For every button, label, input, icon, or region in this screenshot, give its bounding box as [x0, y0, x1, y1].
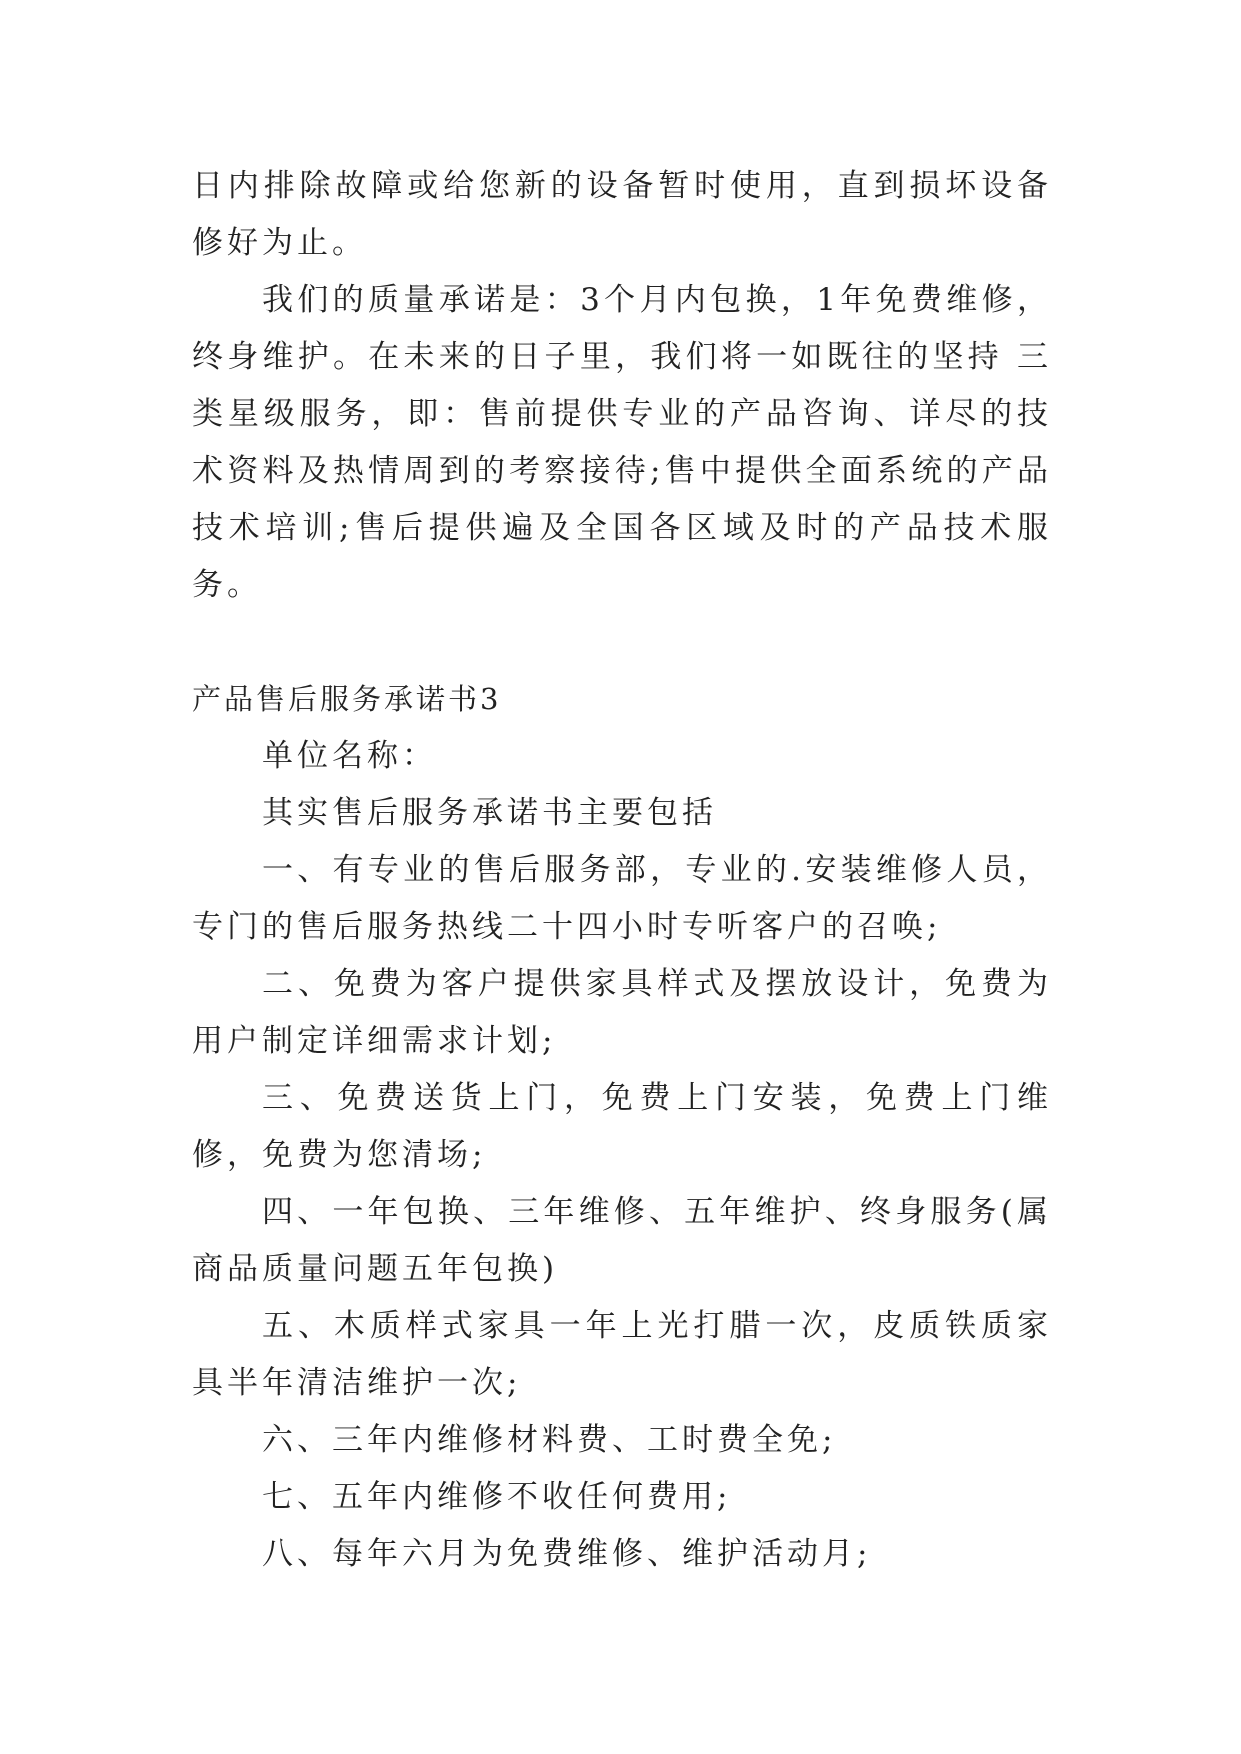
list-item: 六、三年内维修材料费、工时费全免; [262, 1422, 837, 1458]
list-item: 二、免费为客户提供家具样式及摆放设计，免费为用户制定详细需求计划; [192, 966, 1052, 1059]
intro-line: 其实售后服务承诺书主要包括 [262, 795, 717, 831]
list-item: 七、五年内维修不收任何费用; [262, 1479, 732, 1515]
document-body [192, 158, 1052, 1583]
list-item: 五、木质样式家具一年上光打腊一次，皮质铁质家具半年清洁维护一次; [192, 1308, 1052, 1401]
quality-promise-paragraph: 我们的质量承诺是：3个月内包换，1年免费维修，终身维护。在未来的日子里，我们将一如既往的坚持 三类星级服务，即：售前提供专业的产品咨询、详尽的技术资料及热情周到的考察接待;售中提供全面系统的产品技术培训;售后提供遍及全国各区域及时的产品技术服务。 [192, 282, 1052, 603]
section-title: 产品售后服务承诺书3 [192, 682, 502, 716]
unit-name-line: 单位名称： [262, 738, 437, 774]
list-item: 八、每年六月为免费维修、维护活动月; [262, 1536, 872, 1572]
list-item: 四、一年包换、三年维修、五年维护、终身服务(属商品质量问题五年包换) [192, 1194, 1052, 1287]
list-item: 三、免费送货上门，免费上门安装，免费上门维修，免费为您清场; [192, 1080, 1052, 1173]
list-item: 一、有专业的售后服务部，专业的.安装维修人员，专门的售后服务热线二十四小时专听客户的召唤; [192, 852, 1052, 945]
continuation-paragraph: 日内排除故障或给您新的设备暂时使用，直到损坏设备修好为止。 [192, 168, 1052, 261]
